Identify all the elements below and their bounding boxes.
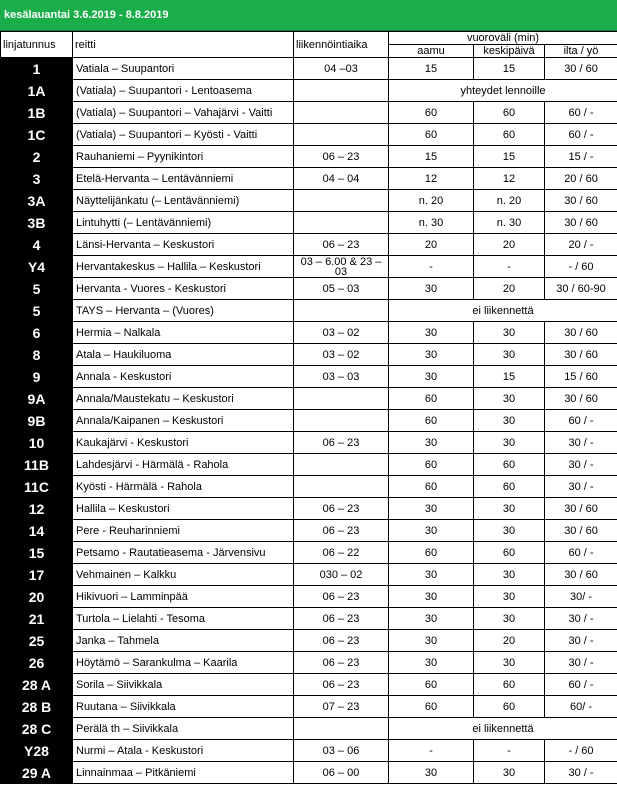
interval-morning: 15 xyxy=(389,58,474,80)
interval-morning: 60 xyxy=(389,542,474,564)
route-name: Nurmi – Atala - Keskustori xyxy=(73,740,294,762)
interval-evening: 15 / 60 xyxy=(545,366,617,388)
table-row xyxy=(1,564,617,586)
table-row xyxy=(1,344,617,366)
table-row xyxy=(1,124,617,146)
operating-time: 06 – 23 xyxy=(294,608,389,630)
interval-morning: 30 xyxy=(389,322,474,344)
table-row xyxy=(1,102,617,124)
interval-midday: 60 xyxy=(474,124,545,146)
table-row xyxy=(1,520,617,542)
interval-note: ei liikennettä xyxy=(389,300,617,322)
interval-evening: 30 / - xyxy=(545,762,617,784)
operating-time: 03 – 06 xyxy=(294,740,389,762)
route-name: Turtola – Lielahti - Tesoma xyxy=(73,608,294,630)
interval-midday: 60 xyxy=(474,454,545,476)
interval-evening: - / 60 xyxy=(545,256,617,278)
line-number: 17 xyxy=(1,564,73,586)
line-number: 9 xyxy=(1,366,73,388)
interval-evening: 20 / 60 xyxy=(545,168,617,190)
interval-morning: 30 xyxy=(389,366,474,388)
line-number: 28 B xyxy=(1,696,73,718)
operating-time: 07 – 23 xyxy=(294,696,389,718)
line-number: Y28 xyxy=(1,740,73,762)
interval-midday: 20 xyxy=(474,630,545,652)
operating-time: 03 – 03 xyxy=(294,366,389,388)
line-number: 25 xyxy=(1,630,73,652)
route-name: Linnainmaa – Pitkäniemi xyxy=(73,762,294,784)
table-row xyxy=(1,454,617,476)
interval-evening: 60 / - xyxy=(545,102,617,124)
route-name: Höytämö – Sarankulma – Kaarila xyxy=(73,652,294,674)
route-name: Länsi-Hervanta – Keskustori xyxy=(73,234,294,256)
route-name: Lintuhytti (– Lentävänniemi) xyxy=(73,212,294,234)
table-row xyxy=(1,146,617,168)
interval-midday: 15 xyxy=(474,146,545,168)
interval-evening: 30 / 60 xyxy=(545,344,617,366)
table-row xyxy=(1,190,617,212)
operating-time: 03 – 02 xyxy=(294,322,389,344)
interval-morning: 30 xyxy=(389,762,474,784)
interval-midday: 60 xyxy=(474,476,545,498)
interval-evening: 30 / 60-90 xyxy=(545,278,617,300)
interval-midday: 30 xyxy=(474,762,545,784)
line-number: 5 xyxy=(1,300,73,322)
interval-note: yhteydet lennoille xyxy=(389,80,617,102)
interval-morning: 30 xyxy=(389,344,474,366)
table-row xyxy=(1,674,617,696)
interval-evening: 60 / - xyxy=(545,674,617,696)
operating-time: 06 – 23 xyxy=(294,520,389,542)
interval-midday: 60 xyxy=(474,674,545,696)
interval-evening: 30 / - xyxy=(545,652,617,674)
interval-morning: 12 xyxy=(389,168,474,190)
interval-note: ei liikennettä xyxy=(389,718,617,740)
route-name: (Vatiala) – Suupantori – Kyösti - Vaitti xyxy=(73,124,294,146)
timetable-body xyxy=(1,32,617,784)
operating-time: 06 – 23 xyxy=(294,498,389,520)
operating-time xyxy=(294,718,389,740)
interval-morning: 30 xyxy=(389,630,474,652)
operating-time: 06 – 23 xyxy=(294,146,389,168)
table-row xyxy=(1,542,617,564)
interval-evening: - / 60 xyxy=(545,740,617,762)
route-name: Lahdesjärvi - Härmälä - Rahola xyxy=(73,454,294,476)
table-row xyxy=(1,718,617,740)
route-name: Atala – Haukiluoma xyxy=(73,344,294,366)
line-number: 1 xyxy=(1,58,73,80)
interval-morning: 30 xyxy=(389,564,474,586)
interval-midday: 30 xyxy=(474,586,545,608)
interval-evening: 30/ - xyxy=(545,586,617,608)
operating-time: 06 – 23 xyxy=(294,432,389,454)
route-name: Hermia – Nalkala xyxy=(73,322,294,344)
operating-time: 06 – 23 xyxy=(294,652,389,674)
interval-midday: 30 xyxy=(474,410,545,432)
operating-time xyxy=(294,80,389,102)
route-name: (Vatiala) – Suupantori - Lentoasema xyxy=(73,80,294,102)
interval-midday: 20 xyxy=(474,234,545,256)
interval-evening: 30 / 60 xyxy=(545,498,617,520)
interval-morning: 60 xyxy=(389,388,474,410)
interval-morning: 60 xyxy=(389,454,474,476)
route-name: Sorila – Siivikkala xyxy=(73,674,294,696)
interval-morning: n. 20 xyxy=(389,190,474,212)
table-row xyxy=(1,740,617,762)
interval-evening: 30 / 60 xyxy=(545,322,617,344)
operating-time xyxy=(294,124,389,146)
line-number: 8 xyxy=(1,344,73,366)
interval-morning: - xyxy=(389,740,474,762)
route-name: Vatiala – Suupantori xyxy=(73,58,294,80)
interval-midday: 30 xyxy=(474,520,545,542)
interval-morning: 30 xyxy=(389,586,474,608)
interval-midday: 60 xyxy=(474,696,545,718)
table-row xyxy=(1,256,617,278)
header-line: linjatunnus xyxy=(1,32,73,58)
operating-time: 06 – 23 xyxy=(294,234,389,256)
route-name: Kaukajärvi - Keskustori xyxy=(73,432,294,454)
operating-time: 06 – 23 xyxy=(294,630,389,652)
interval-evening: 60/ - xyxy=(545,696,617,718)
interval-evening: 30 / - xyxy=(545,608,617,630)
operating-time xyxy=(294,212,389,234)
operating-time: 06 – 22 xyxy=(294,542,389,564)
interval-midday: 30 xyxy=(474,322,545,344)
route-name: (Vatiala) – Suupantori – Vahajärvi - Vaitti xyxy=(73,102,294,124)
header-operating-time: liikennöintiaika xyxy=(294,32,389,58)
line-number: 1A xyxy=(1,80,73,102)
interval-midday: 12 xyxy=(474,168,545,190)
table-row xyxy=(1,608,617,630)
interval-midday: 30 xyxy=(474,608,545,630)
route-name: Vehmainen – Kalkku xyxy=(73,564,294,586)
interval-evening: 60 / - xyxy=(545,542,617,564)
operating-time: 06 – 00 xyxy=(294,762,389,784)
interval-morning: 20 xyxy=(389,234,474,256)
sheet-title: kesälauantai 3.6.2019 - 8.8.2019 xyxy=(0,0,617,31)
line-number: 21 xyxy=(1,608,73,630)
operating-time xyxy=(294,102,389,124)
header-interval: vuoroväli (min) xyxy=(389,32,617,45)
route-name: Hikivuori – Lamminpää xyxy=(73,586,294,608)
operating-time: 05 – 03 xyxy=(294,278,389,300)
route-name: Hervanta - Vuores - Keskustori xyxy=(73,278,294,300)
interval-morning: 30 xyxy=(389,652,474,674)
interval-midday: 30 xyxy=(474,344,545,366)
table-row xyxy=(1,322,617,344)
header-row-1 xyxy=(1,32,617,45)
route-name: Hallila – Keskustori xyxy=(73,498,294,520)
route-name: Annala/Maustekatu – Keskustori xyxy=(73,388,294,410)
table-row xyxy=(1,168,617,190)
line-number: 1C xyxy=(1,124,73,146)
line-number: 11C xyxy=(1,476,73,498)
table-row xyxy=(1,652,617,674)
table-row xyxy=(1,432,617,454)
interval-evening: 30 / 60 xyxy=(545,564,617,586)
route-name: Annala/Kaipanen – Keskustori xyxy=(73,410,294,432)
header-midday: keskipäivä xyxy=(474,45,545,58)
table-row xyxy=(1,476,617,498)
line-number: 9B xyxy=(1,410,73,432)
route-name: Pere - Reuharinniemi xyxy=(73,520,294,542)
table-row xyxy=(1,762,617,784)
line-number: 2 xyxy=(1,146,73,168)
interval-midday: - xyxy=(474,740,545,762)
interval-morning: 15 xyxy=(389,146,474,168)
table-row xyxy=(1,234,617,256)
interval-evening: 15 / - xyxy=(545,146,617,168)
table-row xyxy=(1,366,617,388)
line-number: 28 A xyxy=(1,674,73,696)
interval-morning: 60 xyxy=(389,476,474,498)
line-number: 3 xyxy=(1,168,73,190)
operating-time: 030 – 02 xyxy=(294,564,389,586)
line-number: 15 xyxy=(1,542,73,564)
interval-evening: 60 / - xyxy=(545,124,617,146)
table-row xyxy=(1,212,617,234)
interval-morning: 30 xyxy=(389,278,474,300)
interval-evening: 60 / - xyxy=(545,410,617,432)
route-name: Etelä-Hervanta – Lentävänniemi xyxy=(73,168,294,190)
operating-time: 06 – 23 xyxy=(294,674,389,696)
interval-evening: 30 / - xyxy=(545,476,617,498)
operating-time: 03 – 02 xyxy=(294,344,389,366)
operating-time: 04 –03 xyxy=(294,58,389,80)
table-row xyxy=(1,58,617,80)
interval-evening: 30 / 60 xyxy=(545,212,617,234)
operating-time xyxy=(294,190,389,212)
line-number: 26 xyxy=(1,652,73,674)
interval-evening: 30 / - xyxy=(545,432,617,454)
route-name: Annala - Keskustori xyxy=(73,366,294,388)
interval-morning: 30 xyxy=(389,608,474,630)
interval-midday: 30 xyxy=(474,498,545,520)
header-route: reitti xyxy=(73,32,294,58)
route-name: TAYS – Hervanta – (Vuores) xyxy=(73,300,294,322)
interval-midday: 30 xyxy=(474,388,545,410)
operating-time: 03 – 6.00 & 23 – 03 xyxy=(294,256,389,278)
interval-evening: 30 / 60 xyxy=(545,190,617,212)
line-number: 3B xyxy=(1,212,73,234)
interval-midday: 15 xyxy=(474,58,545,80)
interval-evening: 20 / - xyxy=(545,234,617,256)
line-number: 11B xyxy=(1,454,73,476)
table-row xyxy=(1,80,617,102)
interval-morning: 60 xyxy=(389,674,474,696)
route-name: Kyösti - Härmälä - Rahola xyxy=(73,476,294,498)
line-number: 12 xyxy=(1,498,73,520)
table-row xyxy=(1,278,617,300)
interval-evening: 30 / 60 xyxy=(545,520,617,542)
operating-time xyxy=(294,476,389,498)
interval-evening: 30 / 60 xyxy=(545,58,617,80)
table-row xyxy=(1,586,617,608)
interval-morning: 60 xyxy=(389,124,474,146)
interval-morning: 30 xyxy=(389,432,474,454)
interval-midday: 15 xyxy=(474,366,545,388)
route-name: Hervantakeskus – Hallila – Keskustori xyxy=(73,256,294,278)
operating-time xyxy=(294,388,389,410)
interval-midday: n. 20 xyxy=(474,190,545,212)
interval-morning: 30 xyxy=(389,498,474,520)
line-number: 1B xyxy=(1,102,73,124)
header-morning: aamu xyxy=(389,45,474,58)
operating-time: 04 – 04 xyxy=(294,168,389,190)
route-name: Perälä th – Siivikkala xyxy=(73,718,294,740)
interval-midday: 20 xyxy=(474,278,545,300)
route-name: Rauhaniemi – Pyynikintori xyxy=(73,146,294,168)
operating-time xyxy=(294,410,389,432)
line-number: 5 xyxy=(1,278,73,300)
interval-evening: 30 / 60 xyxy=(545,388,617,410)
interval-midday: n. 30 xyxy=(474,212,545,234)
interval-midday: 30 xyxy=(474,564,545,586)
interval-midday: 60 xyxy=(474,102,545,124)
route-name: Ruutana – Siivikkala xyxy=(73,696,294,718)
route-name: Janka – Tahmela xyxy=(73,630,294,652)
line-number: 14 xyxy=(1,520,73,542)
table-row xyxy=(1,630,617,652)
interval-midday: - xyxy=(474,256,545,278)
interval-evening: 30 / - xyxy=(545,630,617,652)
table-row xyxy=(1,696,617,718)
interval-midday: 30 xyxy=(474,432,545,454)
route-name: Näyttelijänkatu (– Lentävänniemi) xyxy=(73,190,294,212)
line-number: 9A xyxy=(1,388,73,410)
interval-morning: - xyxy=(389,256,474,278)
interval-morning: 60 xyxy=(389,102,474,124)
operating-time xyxy=(294,454,389,476)
header-evening: ilta / yö xyxy=(545,45,617,58)
interval-evening: 30 / - xyxy=(545,454,617,476)
line-number: Y4 xyxy=(1,256,73,278)
table-row xyxy=(1,498,617,520)
interval-midday: 60 xyxy=(474,542,545,564)
table-row xyxy=(1,300,617,322)
interval-midday: 30 xyxy=(474,652,545,674)
line-number: 6 xyxy=(1,322,73,344)
line-number: 10 xyxy=(1,432,73,454)
interval-morning: 30 xyxy=(389,520,474,542)
line-number: 4 xyxy=(1,234,73,256)
timetable xyxy=(0,31,617,784)
interval-morning: 60 xyxy=(389,410,474,432)
table-row xyxy=(1,388,617,410)
line-number: 3A xyxy=(1,190,73,212)
route-name: Petsamo - Rautatieasema - Järvensivu xyxy=(73,542,294,564)
interval-morning: n. 30 xyxy=(389,212,474,234)
line-number: 28 C xyxy=(1,718,73,740)
interval-morning: 60 xyxy=(389,696,474,718)
operating-time xyxy=(294,300,389,322)
line-number: 20 xyxy=(1,586,73,608)
line-number: 29 A xyxy=(1,762,73,784)
table-row xyxy=(1,410,617,432)
operating-time: 06 – 23 xyxy=(294,586,389,608)
